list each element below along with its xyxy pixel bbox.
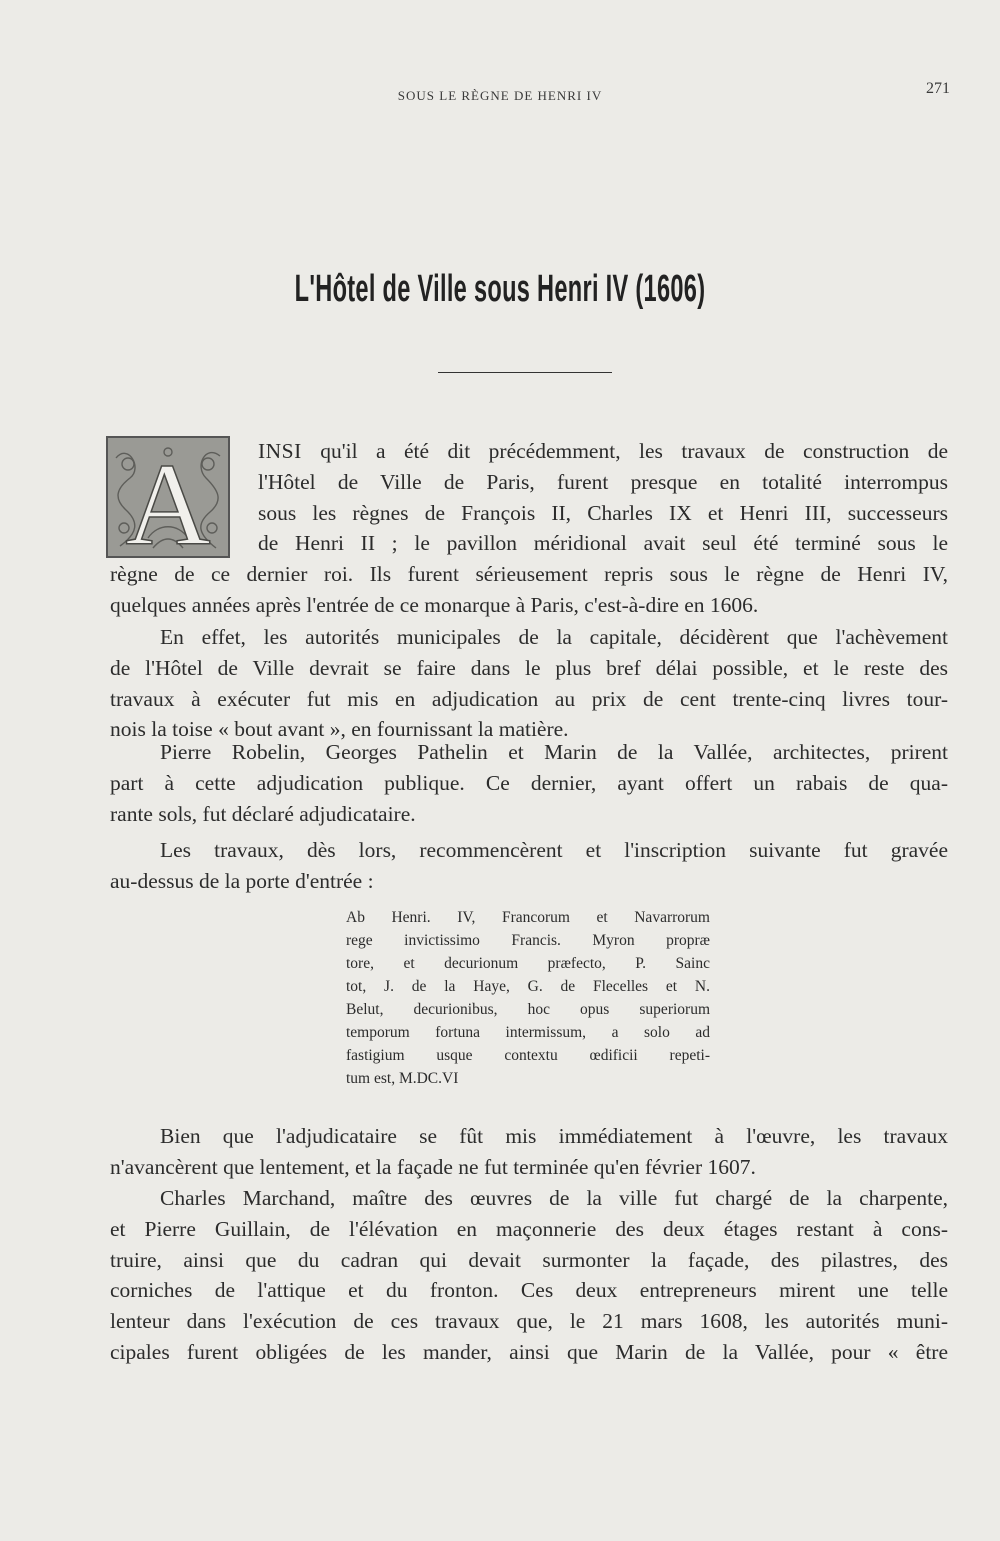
inscription-line: tum est, M.DC.VI — [346, 1070, 459, 1087]
paragraph-3 — [110, 737, 948, 829]
text-line: cipales furent obligées de les mander, ainsi que Marin de la Vallée, pour « être — [110, 1339, 948, 1364]
latin-inscription — [346, 906, 710, 1090]
text-line: Bien que l'adjudicataire se fût mis immédiatement à l'œuvre, les travaux — [160, 1124, 948, 1148]
text-line: l'Hôtel de Ville de Paris, furent presque en totalité interrompus — [258, 469, 948, 494]
paragraph-1-opening — [258, 436, 948, 559]
text-line: travaux à exécuter fut mis en adjudication au prix de cent trente-cinq livres tour- — [110, 686, 948, 711]
text-line: truire, ainsi que du cadran qui devait surmonter la façade, des pilastres, des — [110, 1247, 948, 1272]
inscription-line: rege invictissimo Francis. Myron propræ — [346, 932, 710, 949]
text-line: n'avancèrent que lentement, et la façade ne fut terminée qu'en février 1607. — [110, 1154, 756, 1179]
text-line: nois la toise « bout avant », en fournissant la matière. — [110, 717, 569, 742]
page-number: 271 — [926, 80, 950, 97]
paragraph-4 — [110, 835, 948, 897]
text-line: corniches de l'attique et du fronton. Ces deux entrepreneurs mirent une telle — [110, 1278, 948, 1303]
text-line: sous les règnes de François II, Charles IX et Henri III, successeurs — [258, 500, 948, 525]
dropcap-letter: A — [125, 439, 211, 556]
text-line: au-dessus de la porte d'entrée : — [110, 868, 374, 893]
chapter-title: L'Hôtel de Ville sous Henri IV (1606) — [294, 268, 706, 310]
text-line: INSI qu'il a été dit précédemment, les travaux de construction de — [258, 439, 949, 463]
inscription-line: tot, J. de la Haye, G. de Flecelles et N. — [346, 978, 710, 995]
text-line: règne de ce dernier roi. Ils furent sérieusement repris sous le règne de Henri IV, — [110, 562, 948, 586]
text-line: Charles Marchand, maître des œuvres de la ville fut chargé de la charpente, — [160, 1186, 948, 1210]
title-rule — [438, 372, 612, 373]
inscription-line: fastigium usque contextu œdificii repeti- — [346, 1047, 710, 1064]
text-line: Les travaux, dès lors, recommencèrent et l'inscription suivante fut gravée — [160, 838, 948, 862]
paragraph-1-continued — [110, 559, 948, 621]
text-line: et Pierre Guillain, de l'élévation en maçonnerie des deux étages restant à cons- — [110, 1216, 948, 1241]
text-line: de Henri II ; le pavillon méridional avait seul été terminé sous le — [258, 531, 948, 556]
paragraph-5 — [110, 1121, 948, 1183]
inscription-line: tore, et decurionum præfecto, P. Sainc — [346, 955, 710, 972]
text-line: part à cette adjudication publique. Ce dernier, ayant offert un rabais de qua- — [110, 770, 948, 795]
text-line: de l'Hôtel de Ville devrait se faire dans le plus bref délai possible, et le reste des — [110, 655, 948, 680]
first-word-rest: INSI — [258, 439, 302, 463]
inscription-line: Ab Henri. IV, Francorum et Navarrorum — [346, 909, 710, 926]
ornament-icon — [108, 438, 228, 556]
text-line: quelques années après l'entrée de ce monarque à Paris, c'est-à-dire en 1606. — [110, 592, 759, 617]
text-line: lenteur dans l'exécution de ces travaux que, le 21 mars 1608, les autorités muni- — [110, 1309, 948, 1334]
running-head: SOUS LE RÈGNE DE HENRI IV — [397, 88, 603, 103]
text-line: En effet, les autorités municipales de la capitale, décidèrent que l'achèvement — [160, 625, 948, 649]
ornamental-dropcap — [106, 436, 230, 558]
paragraph-6 — [110, 1183, 948, 1368]
inscription-line: temporum fortuna intermissum, a solo ad — [346, 1024, 710, 1041]
text-line: Pierre Robelin, Georges Pathelin et Marin de la Vallée, architectes, prirent — [160, 740, 948, 764]
paragraph-2 — [110, 622, 948, 745]
text-line: rante sols, fut déclaré adjudicataire. — [110, 801, 416, 826]
inscription-line: Belut, decurionibus, hoc opus superiorum — [346, 1001, 710, 1018]
